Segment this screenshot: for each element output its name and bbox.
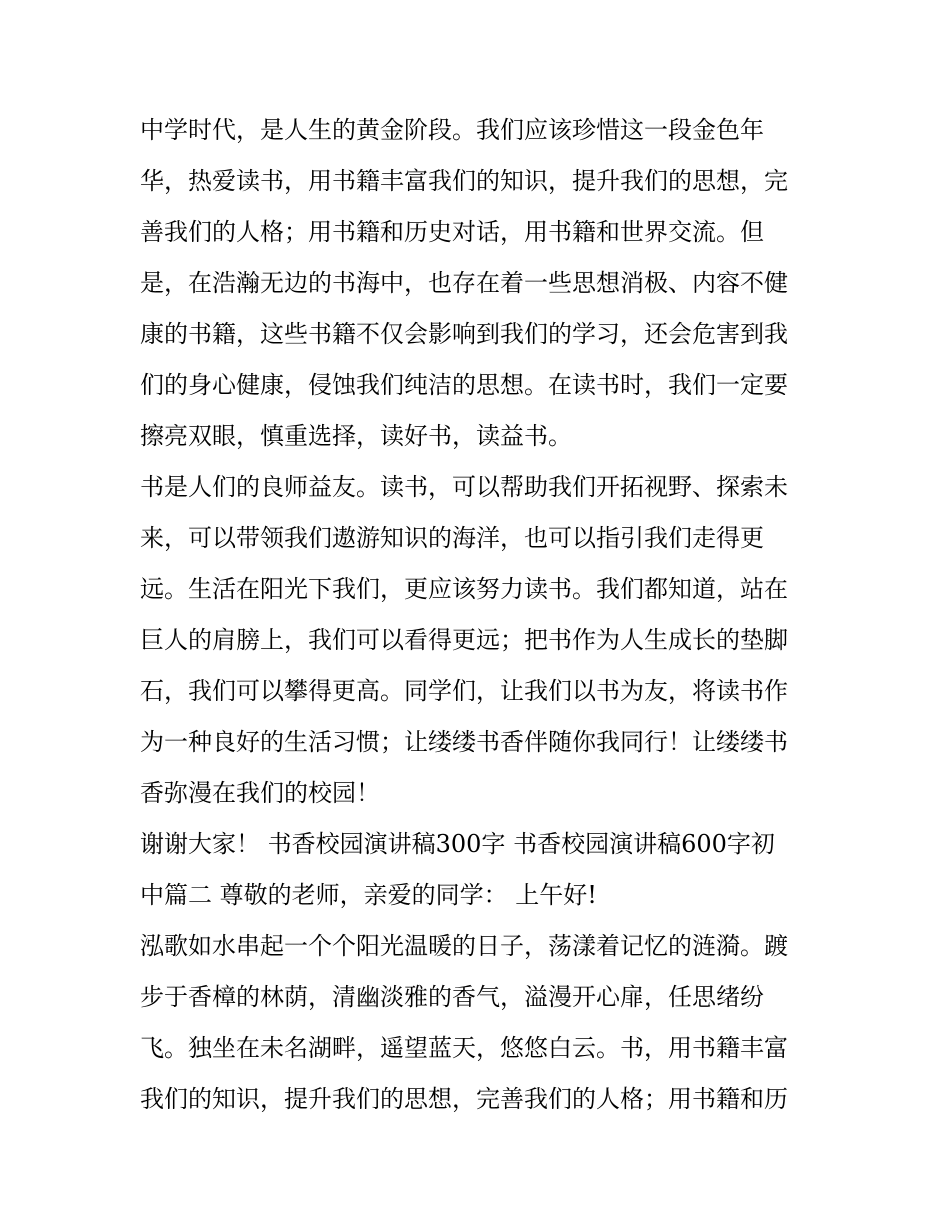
text-line: 善我们的人格；用书籍和历史对话，用书籍和世界交流。但 <box>140 218 764 246</box>
text-line: 泓歌如水串起一个个阳光温暖的日子，荡漾着记忆的涟漪。踱 <box>140 932 788 960</box>
text-line: 书是人们的良师益友。读书，可以帮助我们开拓视野、探索未 <box>140 473 788 501</box>
text-line: 飞。独坐在未名湖畔，遥望蓝天，悠悠白云。书，用书籍丰富 <box>140 1034 788 1062</box>
text-line: 们的身心健康，侵蚀我们纯洁的思想。在读书时，我们一定要 <box>140 371 788 399</box>
text-line: 来，可以带领我们遨游知识的海洋，也可以指引我们走得更 <box>140 524 764 552</box>
text-line: 华，热爱读书，用书籍丰富我们的知识，提升我们的思想，完 <box>140 167 788 195</box>
text-line: 巨人的肩膀上，我们可以看得更远；把书作为人生成长的垫脚 <box>140 626 788 654</box>
document-body <box>140 105 820 1125</box>
text-line: 擦亮双眼，慎重选择，读好书，读益书。 <box>140 422 572 450</box>
text-line: 步于香樟的林荫，清幽淡雅的香气，溢漫开心扉，任思绪纷 <box>140 983 764 1011</box>
text-line: 康的书籍，这些书籍不仅会影响到我们的学习，还会危害到我 <box>140 320 788 348</box>
text-line: 谢谢大家！ 书香校园演讲稿300字 书香校园演讲稿600字初 <box>140 830 775 858</box>
text-line: 香弥漫在我们的校园！ <box>140 779 380 807</box>
text-line: 石，我们可以攀得更高。同学们，让我们以书为友，将读书作 <box>140 677 788 705</box>
text-line: 是，在浩瀚无边的书海中，也存在着一些思想消极、内容不健 <box>140 269 788 297</box>
text-line: 远。生活在阳光下我们，更应该努力读书。我们都知道，站在 <box>140 575 788 603</box>
text-line: 我们的知识，提升我们的思想，完善我们的人格；用书籍和历 <box>140 1085 788 1113</box>
text-line: 中篇二 尊敬的老师，亲爱的同学： 上午好! <box>140 881 597 909</box>
text-line: 中学时代，是人生的黄金阶段。我们应该珍惜这一段金色年 <box>140 116 764 144</box>
text-line: 为一种良好的生活习惯；让缕缕书香伴随你我同行！让缕缕书 <box>140 728 788 756</box>
